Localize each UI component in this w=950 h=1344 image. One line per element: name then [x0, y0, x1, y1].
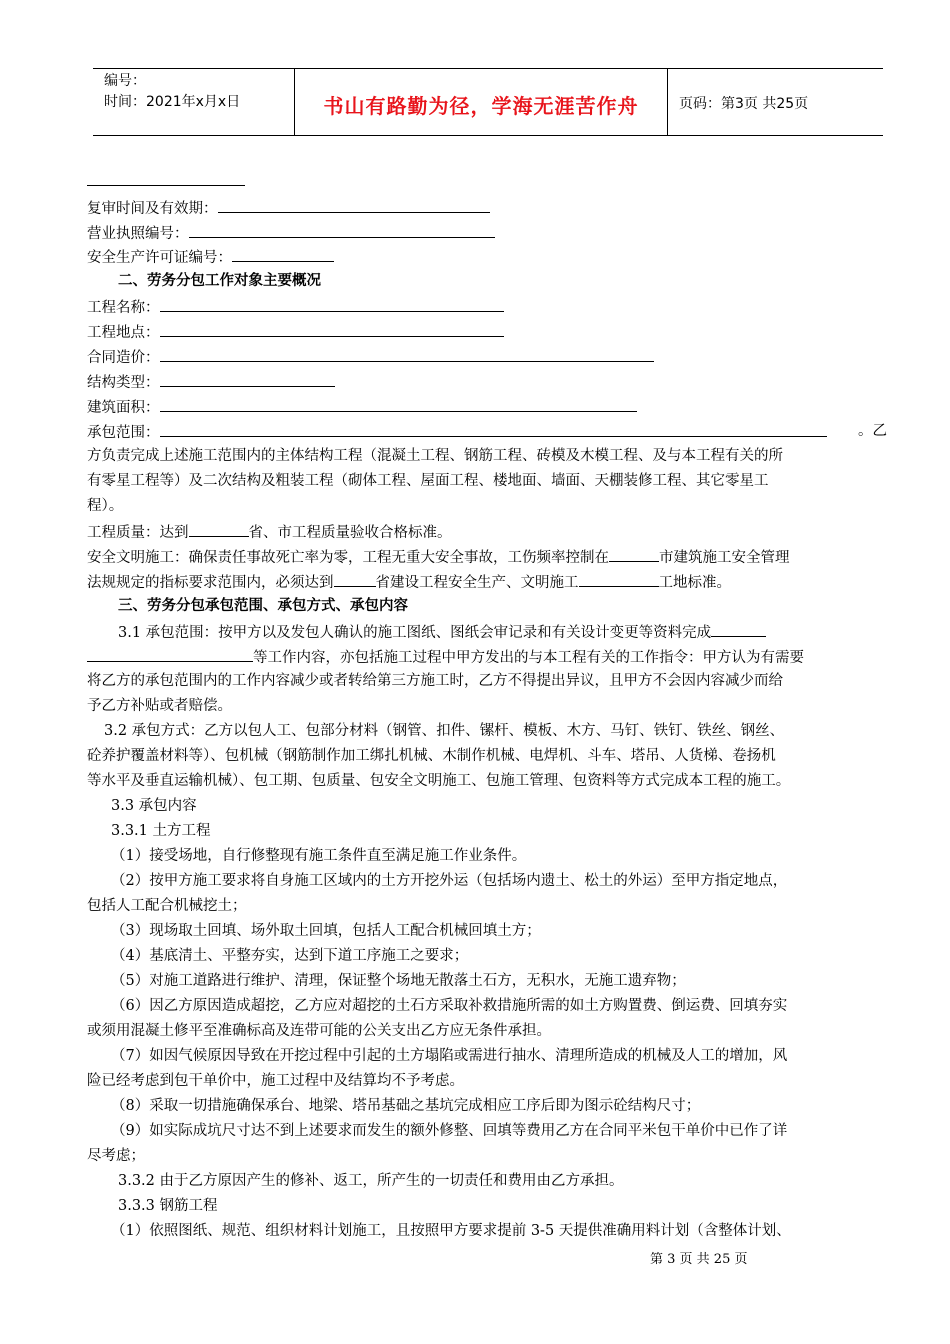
header-bottom-rule — [93, 135, 883, 136]
section-heading: 二、劳务分包工作对象主要概况 — [118, 272, 321, 289]
blank-field — [160, 346, 654, 362]
paragraph-line: 3.3.2 由于乙方原因产生的修补、返工，所产生的一切责任和费用由乙方承担。 — [118, 1173, 624, 1189]
blank-field — [160, 421, 827, 437]
paragraph-line: 等水平及垂直运输机械）、包工期、包质量、包安全文明施工、包施工管理、包资料等方式完成本工程的施工。 — [87, 773, 791, 789]
blank-line — [87, 185, 245, 186]
blank-field — [189, 222, 495, 238]
paragraph-line: 工程质量：达到 省、市工程质量验收合格标准。 — [87, 521, 452, 543]
header-time-label: 时间：2021年x月x日 — [104, 94, 241, 110]
paragraph-line: 或须用混凝土修平至准确标高及连带可能的公关支出乙方应无条件承担。 — [87, 1023, 551, 1039]
paragraph-line: 方负责完成上述施工范围内的主体结构工程（混凝土工程、钢筋工程、砖模及木模工程、及与本工程有关的所 — [87, 448, 783, 464]
blank-field — [160, 296, 504, 312]
list-item: （4）基底清土、平整夯实，达到下道工序施工之要求； — [111, 948, 469, 964]
paragraph-line: 予乙方补贴或者赔偿。 — [87, 698, 232, 714]
blank-field — [87, 646, 253, 662]
blank-field — [218, 197, 490, 213]
list-item: （2）按甲方施工要求将自身施工区域内的土方开挖外运（包括场内遗土、松土的外运）至甲方指定地点， — [111, 873, 788, 889]
subsection-heading: 3.3.1 土方工程 — [111, 823, 211, 839]
blank-field — [189, 521, 249, 537]
list-item: （9）如实际成坑尺寸达不到上述要求而发生的额外修整、回填等费用乙方在合同平米包干单价中已作了详 — [111, 1123, 788, 1139]
paragraph-line: 有零星工程等）及二次结构及粗装工程（砌体工程、屋面工程、楼地面、墙面、天棚装修工程、其它零星工 — [87, 473, 769, 489]
paragraph-line: 险已经考虑到包干单价中，施工过程中及结算均不予考虑。 — [87, 1073, 464, 1089]
paragraph-line: 尽考虑； — [87, 1148, 145, 1164]
paragraph-line: 将乙方的承包范围内的工作内容减少或者转给第三方施工时，乙方不得提出异议，且甲方不会因内容减少而给 — [87, 673, 783, 689]
paragraph-line: 砼养护覆盖材料等）、包机械（钢筋制作加工绑扎机械、木制作机械、电焊机、斗车、塔吊、人货梯、卷扬机 — [87, 748, 776, 764]
paragraph-line: 工程地点： — [87, 321, 504, 343]
paragraph-line: 安全文明施工：确保责任事故死亡率为零，工程无重大安全事故，工伤频率控制在 市建筑施工安全管理 — [87, 546, 790, 568]
paragraph-line: 安全生产许可证编号： — [87, 246, 334, 268]
list-item: （1）依照图纸、规范、组织材料计划施工，且按照甲方要求提前 3-5 天提供准确用料计划（含整体计划、 — [111, 1223, 791, 1239]
blank-field — [160, 396, 637, 412]
paragraph-line: 结构类型： — [87, 371, 335, 393]
paragraph-line: 包括人工配合机械挖土； — [87, 898, 247, 914]
list-item: （7）如因气候原因导致在开挖过程中引起的土方塌陷或需进行抽水、清理所造成的机械及人工的增加，风 — [111, 1048, 788, 1064]
header-top-rule — [93, 68, 883, 69]
paragraph-line: 等工作内容，亦包括施工过程中甲方发出的与本工程有关的工作指令：甲方认为有需要 — [87, 646, 804, 668]
subsection-heading: 3.3 承包内容 — [111, 798, 197, 814]
paragraph-line: 合同造价： — [87, 346, 654, 368]
paragraph-line: 程）。 — [87, 498, 124, 514]
header-page-label: 页码：第3页 共25页 — [679, 96, 809, 112]
list-item: （6）因乙方原因造成超挖，乙方应对超挖的土石方采取补救措施所需的如土方购置费、倒运费、回填夯实 — [111, 998, 788, 1014]
paragraph-line: 。乙 — [858, 423, 887, 439]
paragraph-line: 营业执照编号： — [87, 222, 495, 244]
paragraph-line: 建筑面积： — [87, 396, 637, 418]
blank-field — [232, 246, 334, 262]
list-item: （8）采取一切措施确保承台、地梁、塔吊基础之基坑完成相应工序后即为图示砼结构尺寸； — [111, 1098, 701, 1114]
blank-field — [334, 571, 376, 587]
header-motto: 书山有路勤为径，学海无涯苦作舟 — [323, 94, 639, 118]
paragraph-line: 法规规定的指标要求范围内，必须达到 省建设工程安全生产、文明施工 工地标准。 — [87, 571, 731, 593]
paragraph-line: 3.1 承包范围：按甲方以及发包人确认的施工图纸、图纸会审记录和有关设计变更等资料完成 — [118, 621, 766, 643]
list-item: （5）对施工道路进行维护、清理，保证整个场地无散落土石方，无积水，无施工遗弃物； — [111, 973, 686, 989]
page-footer: 第 3 页 共 25 页 — [650, 1252, 748, 1267]
blank-field — [160, 321, 504, 337]
section-heading: 三、劳务分包承包范围、承包方式、承包内容 — [118, 597, 408, 614]
paragraph-line: 承包范围： — [87, 421, 827, 443]
paragraph-line: 工程名称： — [87, 296, 504, 318]
blank-field — [711, 621, 766, 637]
header-number-label: 编号： — [104, 73, 146, 89]
subsection-heading: 3.3.3 钢筋工程 — [118, 1198, 218, 1214]
blank-field — [579, 571, 659, 587]
blank-field — [609, 546, 659, 562]
paragraph-line: 复审时间及有效期： — [87, 197, 490, 219]
list-item: （1）接受场地，自行修整现有施工条件直至满足施工作业条件。 — [111, 848, 527, 864]
blank-field — [160, 371, 335, 387]
header-divider — [667, 68, 668, 136]
paragraph-line: 3.2 承包方式：乙方以包人工、包部分材料（钢管、扣件、镙杆、模板、木方、马钉、铁钉、铁丝、钢丝、 — [104, 723, 785, 739]
list-item: （3）现场取土回填、场外取土回填，包括人工配合机械回填土方； — [111, 923, 541, 939]
